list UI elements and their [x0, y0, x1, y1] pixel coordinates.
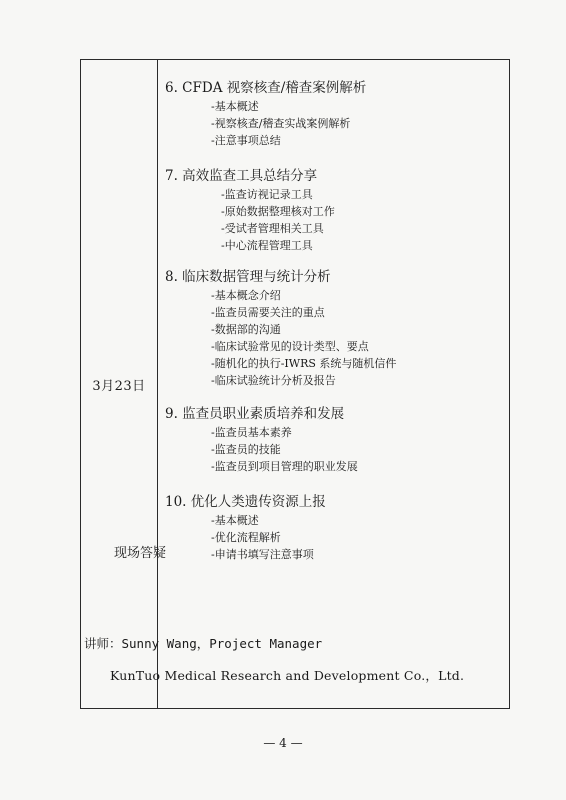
- date-cell: [81, 60, 157, 708]
- section-item: -基本概述: [211, 514, 259, 527]
- section-title: 7. 高效监查工具总结分享: [165, 168, 318, 184]
- section-item: -申请书填写注意事项: [211, 548, 314, 561]
- company-name: KunTuo Medical Research and Development Co.，Ltd.: [110, 668, 465, 683]
- section-title: 9. 监查员职业素质培养和发展: [165, 406, 345, 422]
- section-item: -监查员到项目管理的职业发展: [211, 460, 358, 473]
- section-item: -原始数据整理核对工作: [221, 205, 335, 218]
- section-item: -中心流程管理工具: [221, 239, 313, 252]
- section-item: -视察核查/稽查实战案例解析: [211, 117, 351, 130]
- agenda-section: [165, 492, 505, 563]
- section-item: -临床试验统计分析及报告: [211, 374, 336, 387]
- section-title: 10. 优化人类遗传资源上报: [165, 494, 326, 510]
- agenda-section: [165, 78, 505, 149]
- agenda-section: [165, 267, 505, 389]
- section-item: -数据部的沟通: [211, 323, 281, 336]
- agenda-section: [165, 166, 505, 254]
- schedule-table: [80, 59, 510, 709]
- column-divider: [157, 60, 158, 708]
- section-item: -基本概念介绍: [211, 289, 281, 302]
- section-item: -监查员的技能: [211, 443, 281, 456]
- section-item: -基本概述: [211, 100, 259, 113]
- section-item: -监查访视记录工具: [221, 188, 313, 201]
- section-title: 8. 临床数据管理与统计分析: [165, 269, 331, 285]
- page-number: — 4 —: [263, 736, 303, 750]
- section-item: -监查员基本素养: [211, 426, 292, 439]
- agenda-content: [165, 78, 505, 563]
- section-item: -随机化的执行-IWRS 系统与随机信件: [211, 357, 397, 370]
- section-item: -受试者管理相关工具: [221, 222, 324, 235]
- section-item: -优化流程解析: [211, 531, 281, 544]
- section-title: 6. CFDA 视察核查/稽查案例解析: [165, 80, 367, 96]
- section-item: -监查员需要关注的重点: [211, 306, 325, 319]
- lecturer-info: 讲师：Sunny Wang，Project Manager: [84, 636, 323, 651]
- qa-session: 现场答疑: [114, 546, 167, 561]
- session-date: 3月23日: [92, 378, 146, 394]
- section-item: -注意事项总结: [211, 134, 281, 147]
- agenda-section: [165, 404, 505, 475]
- section-item: -临床试验常见的设计类型、要点: [211, 340, 369, 353]
